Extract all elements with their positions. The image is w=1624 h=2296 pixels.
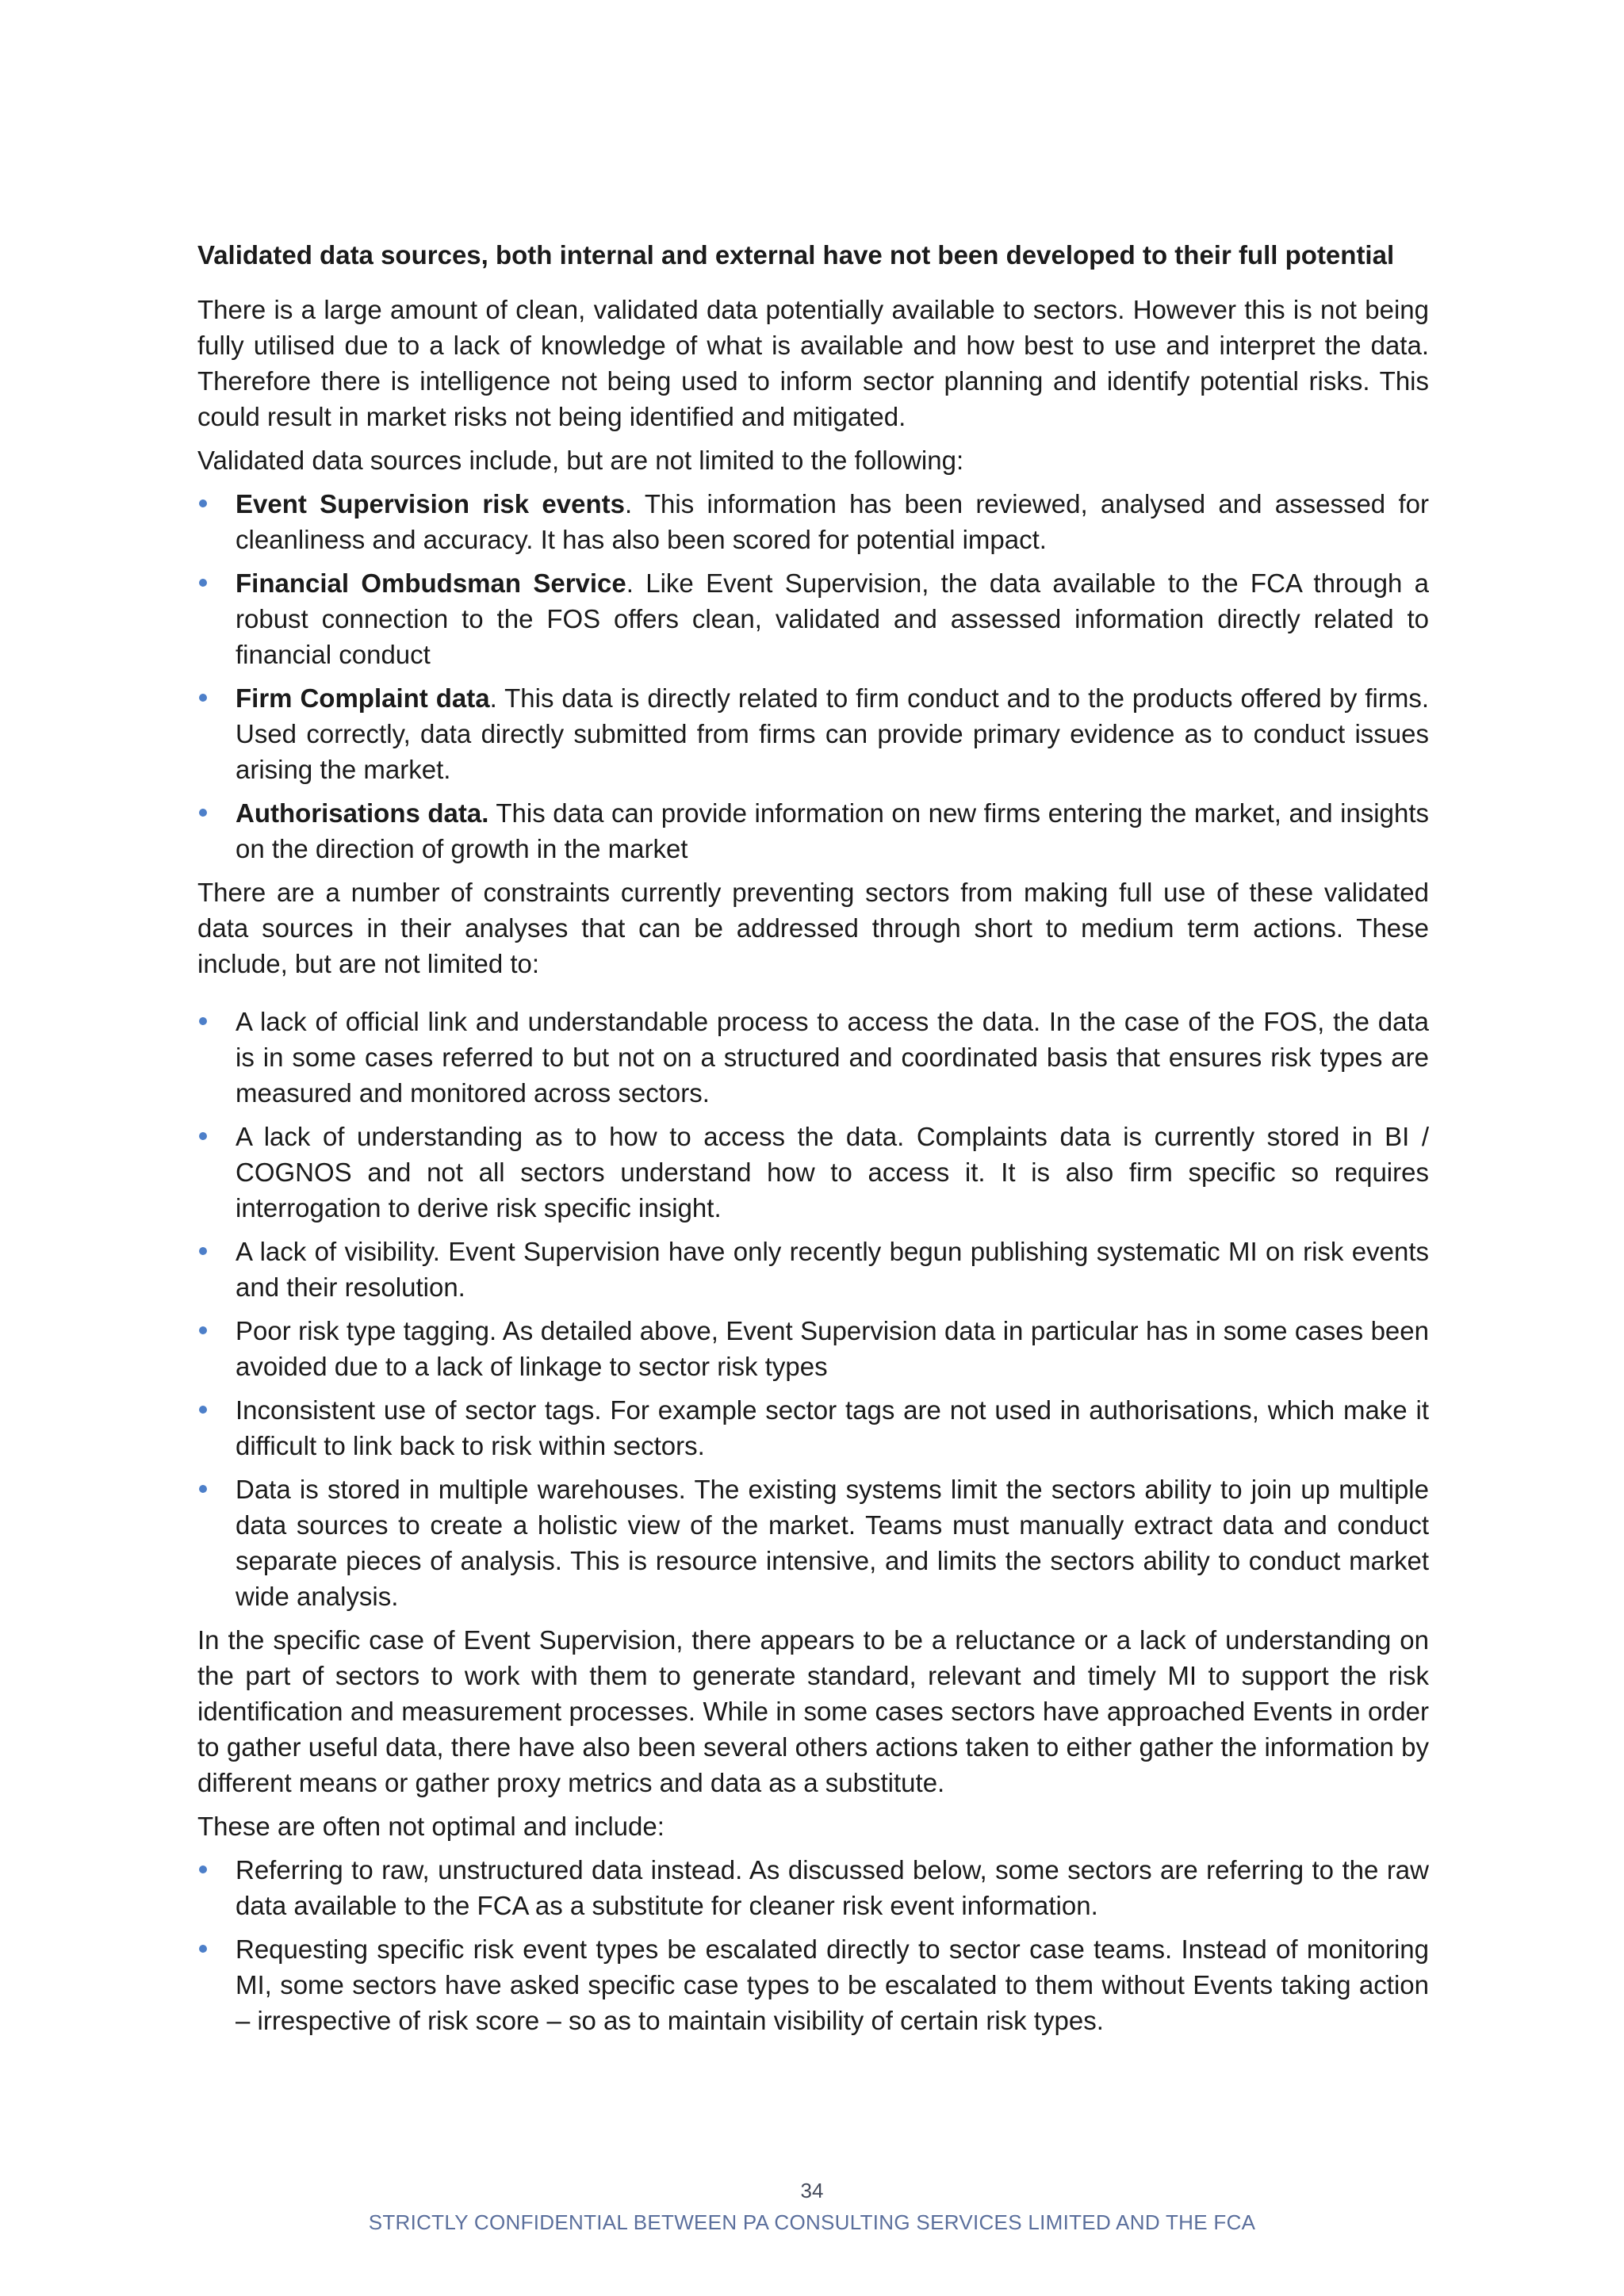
list-item-text: Requesting specific risk event types be escalated directly to sector case teams. Instead of monitoring MI, some sectors have asked specific case types to be escalated to them without Events taking action – irrespective of risk score – so as to maintain visibility of certain risk types. xyxy=(236,1934,1429,2035)
list-item xyxy=(197,1004,1429,1111)
bullet-icon xyxy=(199,809,207,817)
list-item-text: Referring to raw, unstructured data instead. As discussed below, some sectors are referring to the raw data available to the FCA as a substitute for cleaner risk event information. xyxy=(236,1855,1429,1920)
confidentiality-notice: STRICTLY CONFIDENTIAL BETWEEN PA CONSULTING SERVICES LIMITED AND THE FCA xyxy=(368,2210,1256,2234)
list-item-text: Data is stored in multiple warehouses. The existing systems limit the sectors ability to join up multiple data sources to create a holistic view of the market. Teams must manually extract data and conduct separate pieces of analysis. This is resource intensive, and limits the sectors ability to conduct market wide analysis. xyxy=(236,1475,1429,1611)
list-item-text: . Like Event Supervision, the data available to the FCA through a robust connection to the FOS offers clean, validated and assessed information directly related to financial conduct xyxy=(236,568,1429,669)
document-body xyxy=(197,237,1429,2046)
bullet-icon xyxy=(199,1247,207,1255)
list-item xyxy=(197,1119,1429,1226)
list-item xyxy=(197,1931,1429,2038)
list-item-text: A lack of visibility. Event Supervision have only recently begun publishing systematic MI on risk events and their resolution. xyxy=(236,1237,1429,1302)
constraints-list xyxy=(197,1004,1429,1614)
page-number: 34 xyxy=(800,2179,824,2202)
section-heading: Validated data sources, both internal and external have not been developed to their full potential xyxy=(197,240,1395,270)
constraints-intro-paragraph: There are a number of constraints currently preventing sectors from making full use of these validated data sources in their analyses that can be addressed through short to medium term actions. These include, but are not limited to: xyxy=(197,878,1429,978)
intro-paragraph: There is a large amount of clean, validated data potentially available to sectors. However this is not being fully utilised due to a lack of knowledge of what is available and how best to use and interpret the data. Therefore there is intelligence not being used to inform sector planning and identify potential risks. This could result in market risks not being identified and mitigated. xyxy=(197,295,1429,431)
list-item-text: Inconsistent use of sector tags. For example sector tags are not used in authorisations, which make it difficult to link back to risk within sectors. xyxy=(236,1395,1429,1460)
bullet-icon xyxy=(199,579,207,587)
workarounds-list xyxy=(197,1852,1429,2038)
bullet-icon xyxy=(199,1866,207,1873)
bullet-icon xyxy=(199,1132,207,1140)
list-item xyxy=(197,1234,1429,1305)
bullet-icon xyxy=(199,1406,207,1414)
list-item-lead: Authorisations data. xyxy=(236,798,489,828)
list-item-text: . This information has been reviewed, analysed and assessed for cleanliness and accuracy. It has also been scored for potential impact. xyxy=(236,489,1429,554)
list-item-text: . This data is directly related to firm conduct and to the products offered by firms. Used correctly, data directly submitted from firms can provide primary evidence as to conduct issues arising the market. xyxy=(236,683,1429,784)
list-item xyxy=(197,1392,1429,1464)
bullet-icon xyxy=(199,1945,207,1953)
list-item-text: Poor risk type tagging. As detailed above, Event Supervision data in particular has in some cases been avoided due to a lack of linkage to sector risk types xyxy=(236,1316,1429,1381)
list-item xyxy=(197,1313,1429,1384)
list-item-lead: Event Supervision risk events xyxy=(236,489,625,519)
list-item xyxy=(197,1852,1429,1923)
workarounds-intro-paragraph: These are often not optimal and include: xyxy=(197,1812,665,1841)
validated-sources-list xyxy=(197,486,1429,867)
list-item xyxy=(197,486,1429,557)
list-item-text: This data can provide information on new firms entering the market, and insights on the direction of growth in the market xyxy=(236,798,1429,863)
bullet-icon xyxy=(199,499,207,507)
event-supervision-paragraph: In the specific case of Event Supervision, there appears to be a reluctance or a lack of understanding on the part of sectors to work with them to generate standard, relevant and timely MI to support the risk identification and measurement processes. While in some cases sectors have approached Events in order to gather useful data, there have also been several others actions taken to either gather the information by different means or gather proxy metrics and data as a substitute. xyxy=(197,1625,1429,1797)
list-item xyxy=(197,680,1429,787)
list-item xyxy=(197,1471,1429,1614)
bullet-icon xyxy=(199,694,207,702)
list-item-lead: Financial Ombudsman Service xyxy=(236,568,626,598)
bullet-icon xyxy=(199,1485,207,1493)
list-item xyxy=(197,795,1429,867)
list-item-text: A lack of official link and understandable process to access the data. In the case of the FOS, the data is in some cases referred to but not on a structured and coordinated basis that ensures risk types are measured and monitored across sectors. xyxy=(236,1007,1429,1108)
sources-intro-paragraph: Validated data sources include, but are not limited to the following: xyxy=(197,446,964,475)
list-item-lead: Firm Complaint data xyxy=(236,683,490,713)
list-item xyxy=(197,565,1429,672)
bullet-icon xyxy=(199,1017,207,1025)
bullet-icon xyxy=(199,1326,207,1334)
list-item-text: A lack of understanding as to how to access the data. Complaints data is currently stored in BI / COGNOS and not all sectors understand how to access it. It is also firm specific so requires interrogation to derive risk specific insight. xyxy=(236,1122,1429,1223)
